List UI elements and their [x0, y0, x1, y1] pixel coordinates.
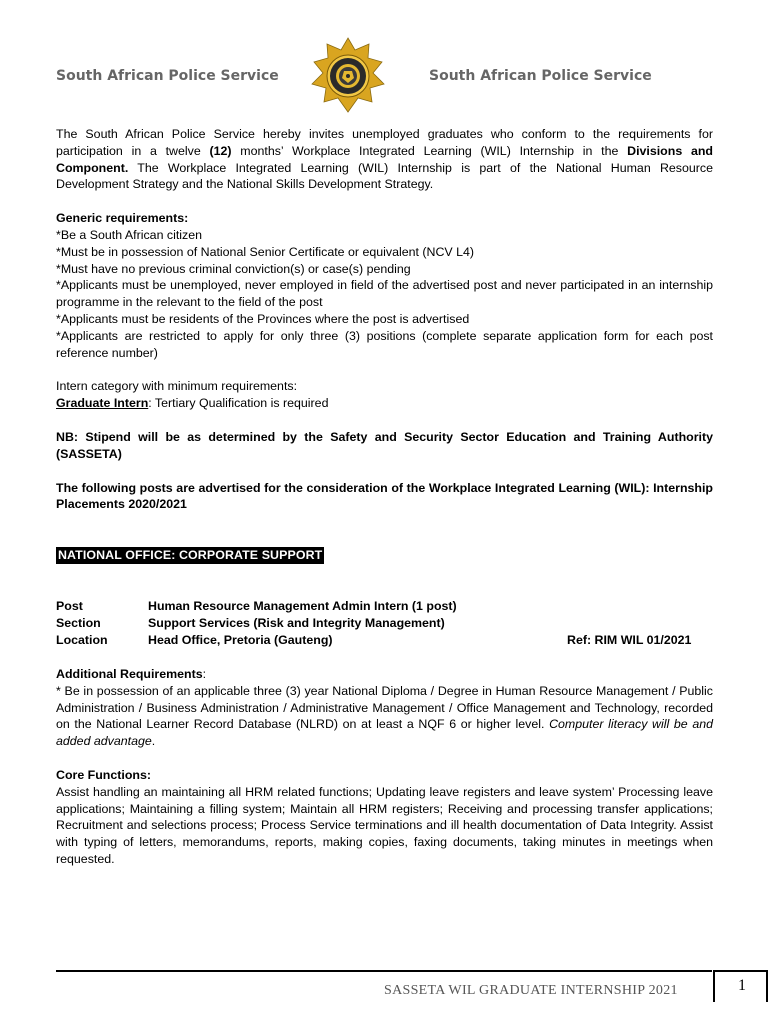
- requirement-item: *Applicants must be residents of the Provinces where the post is advertised: [56, 311, 470, 326]
- section-label: Section: [56, 615, 101, 630]
- requirement-item: *Applicants are restricted to apply for only three (3) positions (complete separate application form for each post reference number): [56, 328, 713, 360]
- additional-requirements-text: [56, 683, 713, 750]
- requirement-item: *Be a South African citizen: [56, 227, 203, 242]
- generic-requirements-heading: Generic requirements:: [56, 211, 189, 226]
- header-title-right: South African Police Service: [429, 68, 652, 84]
- location-value: Head Office, Pretoria (Gauteng): [148, 632, 333, 647]
- graduate-intern-line: [56, 395, 713, 412]
- page-number: 1: [738, 977, 746, 994]
- additional-end: .: [151, 734, 156, 749]
- intro-text: The Workplace Integrated Learning (WIL) Internship is part of the National Human Resource Development Strategy and the National Skills Development Strategy.: [56, 160, 713, 192]
- intro-paragraph: [56, 126, 713, 193]
- additional-heading-colon: :: [202, 666, 207, 681]
- computer-literacy-note: Computer literacy will be and added advantage: [56, 717, 713, 749]
- requirement-item: *Must be in possession of National Senior Certificate or equivalent (NCV L4): [56, 244, 475, 259]
- intro-text: months’ Workplace Integrated Learning (WIL) Internship in the: [231, 143, 628, 158]
- section-banner: NATIONAL OFFICE: CORPORATE SUPPORT: [58, 548, 323, 563]
- additional-requirements-heading: [56, 666, 713, 683]
- intro-duration: (12): [209, 143, 232, 158]
- additional-heading-text: Additional Requirements: [56, 666, 203, 681]
- intern-category-intro: Intern category with minimum requirements:: [56, 379, 298, 394]
- section-value: Support Services (Risk and Integrity Management): [148, 615, 445, 630]
- document-body: [56, 126, 713, 868]
- post-details: [56, 598, 713, 649]
- stipend-note: NB: Stipend will be as determined by the Safety and Security Sector Education and Training Authority (SASSETA): [56, 429, 713, 461]
- saps-star-emblem-icon: [308, 36, 388, 116]
- intro-divisions: Divisions and Component.: [56, 143, 713, 175]
- posts-advertised-note: The following posts are advertised for the consideration of the Workplace Integrated Learning (WIL): Internship Placements 2020/2021: [56, 480, 713, 512]
- core-functions-text: Assist handling an maintaining all HRM related functions; Updating leave registers and leave system’ Processing leave applications; Maintaining a filling system; Maintain all HRM registers; Receiving and processing transfer applications; Recruitment and selections process; Process Service terminations and ill health documentation of Data Integrity. Assist with typing of letters, memorandums, reports, making copies, faxing documents, taking minutes in meetings when requested.: [56, 784, 713, 866]
- header-title-left: South African Police Service: [56, 68, 279, 84]
- graduate-intern-text: : Tertiary Qualification is required: [148, 396, 329, 411]
- footer-title: SASSETA WIL GRADUATE INTERNSHIP 2021: [384, 983, 678, 998]
- footer-divider: [56, 970, 712, 972]
- requirement-item: *Applicants must be unemployed, never employed in field of the advertised post and never participated in an internship programme in the relevant to the field of the post: [56, 278, 713, 310]
- core-functions-heading: Core Functions:: [56, 767, 151, 782]
- post-label: Post: [56, 598, 83, 613]
- post-value: Human Resource Management Admin Intern (1 post): [148, 598, 457, 613]
- post-reference: Ref: RIM WIL 01/2021: [567, 632, 692, 647]
- additional-text: * Be in possession of an applicable three (3) year National Diploma / Degree in Human Resource Management / Public Administration / Business Administration / Administrative Management / Office Management and Technology, recorded on the National Learner Record Database (NLRD) on at least a NQF 6 or higher level.: [56, 683, 713, 732]
- graduate-intern-label: Graduate Intern: [56, 396, 149, 411]
- location-label: Location: [56, 632, 108, 647]
- intro-text: The South African Police Service hereby invites unemployed graduates who conform to the requirements for participation in a twelve: [56, 127, 713, 158]
- requirement-item: *Must have no previous criminal conviction(s) or case(s) pending: [56, 261, 411, 276]
